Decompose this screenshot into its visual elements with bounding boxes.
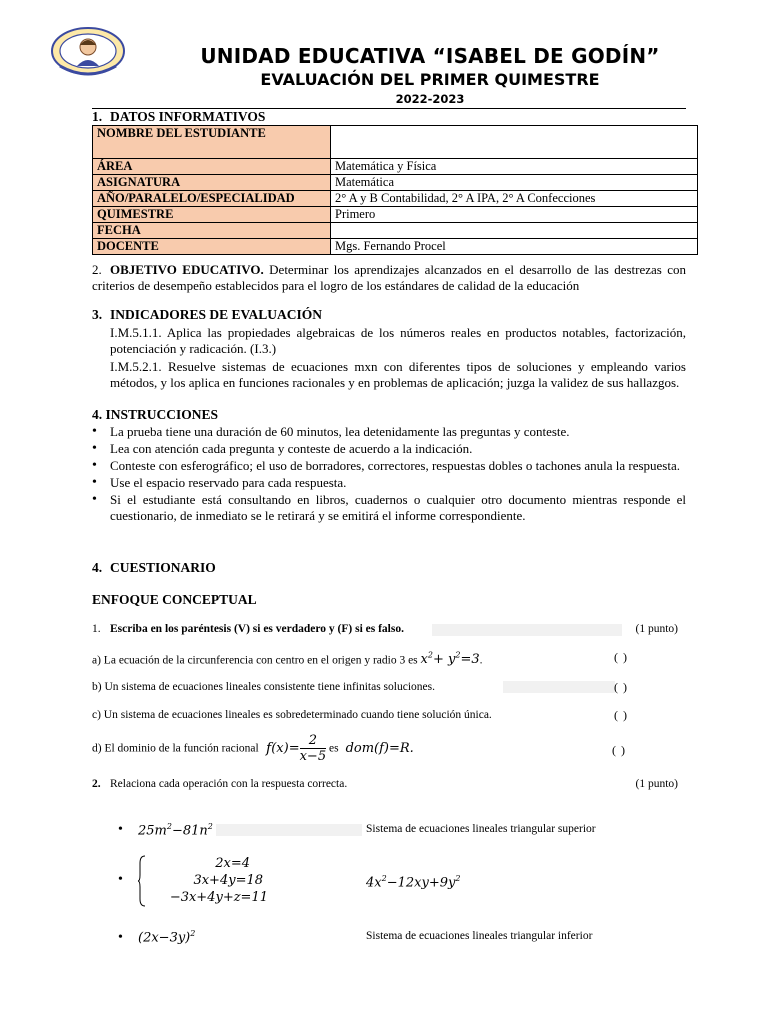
question-2-heading: 2. Relaciona cada operación con la respuesta correcta. (92, 778, 348, 790)
table-row (93, 191, 698, 207)
enfoque-heading: ENFOQUE CONCEPTUAL (92, 592, 257, 607)
row-key: DOCENTE (93, 239, 331, 255)
statement-a: a) La ecuación de la circunferencia con centro en el origen y radio 3 es $x^2+ y^2=3$. (92, 651, 483, 668)
answer-paren-b[interactable]: ( ) (614, 680, 628, 694)
table-row (93, 175, 698, 191)
table-row (93, 159, 698, 175)
bullet-icon: • (118, 822, 123, 837)
row-key: ASIGNATURA (93, 175, 331, 191)
answer-paren-c[interactable]: ( ) (614, 708, 628, 722)
row-value: Mgs. Fernando Procel (331, 239, 698, 255)
row-key: ÁREA (93, 159, 331, 175)
row-value: Matemática y Física (331, 159, 698, 175)
function-label: f (261, 740, 272, 757)
table-row (93, 239, 698, 255)
question-1-heading: 1. Escriba en los paréntesis (V) si es verdadero y (F) si es falso. (92, 623, 404, 635)
question-1-points: (1 punto) (635, 623, 678, 635)
question-2-points: (1 punto) (635, 778, 678, 790)
indicador-2: I.M.5.2.1. Resuelve sistemas de ecuaciones mxn con diferentes tipos de soluciones y empleando varios métodos, y los aplica en funciones racionales y en problemas de aplicación; juzga la validez de sus hallazgos. (110, 359, 686, 390)
school-year: 2022-2023 (395, 92, 465, 106)
answer-option-3: Sistema de ecuaciones lineales triangular inferior (366, 930, 593, 942)
list-item: • Use el espacio reservado para cada respuesta. (92, 475, 686, 491)
list-item: • Lea con atención cada pregunta y conteste de acuerdo a la indicación. (92, 441, 686, 457)
row-key: FECHA (93, 223, 331, 239)
date-field[interactable] (331, 223, 698, 239)
shading-bar (503, 681, 615, 693)
statement-d: d) El dominio de la función racional f(x)= $\frac{2}{x-5}$ es dom(f)=R. (92, 733, 414, 764)
bullet-icon: • (118, 930, 123, 945)
section-datos-heading: 1. DATOS INFORMATIVOS (92, 109, 266, 124)
indicador-1: I.M.5.1.1. Aplica las propiedades algebraicas de los números reales en productos notables, factorización, potenciación y radicación. (I.3.) (110, 325, 686, 356)
table-row (93, 126, 698, 159)
exam-title: EVALUACIÓN DEL PRIMER QUIMESTRE (260, 70, 600, 89)
school-title: UNIDAD EDUCATIVA “ISABEL DE GODÍN” (200, 44, 660, 68)
row-value: Matemática (331, 175, 698, 191)
instrucciones-list (92, 424, 686, 525)
expression-square-binomial: $(2x-3y)^2$ (138, 929, 196, 946)
student-name-field[interactable] (331, 126, 698, 159)
bullet-icon: • (118, 872, 123, 887)
circle-equation: $x^2+ y^2=3$ (420, 651, 480, 668)
answer-option-2: $4x^2-12xy+9y^2$ (366, 874, 461, 891)
shading-bar (432, 624, 622, 636)
domain-expression: dom(f)=R. (341, 741, 414, 756)
datos-table (92, 125, 698, 255)
objetivo-paragraph: 2. OBJETIVO EDUCATIVO. Determinar los aprendizajes alcanzados en el desarrollo de las destrezas con criterios de desempeño establecidos para el logro de los estándares de calidad de la educación (92, 262, 686, 293)
section-indicadores-heading: 3. INDICADORES DE EVALUACIÓN (92, 307, 323, 322)
expression-difference-of-squares: $25m^2-81n^2$ (138, 822, 213, 839)
list-item: • Conteste con esferográfico; el uso de borradores, correctores, respuestas dobles o tachones anula la respuesta. (92, 458, 686, 474)
answer-paren-d[interactable]: ( ) (612, 743, 626, 757)
section-cuestionario-heading: 4. CUESTIONARIO (92, 560, 216, 575)
answer-option-1: Sistema de ecuaciones lineales triangular superior (366, 823, 596, 835)
row-key: NOMBRE DEL ESTUDIANTE (93, 126, 331, 159)
list-item: • La prueba tiene una duración de 60 minutos, lea detenidamente las preguntas y conteste. (92, 424, 686, 440)
statement-b: b) Un sistema de ecuaciones lineales consistente tiene infinitas soluciones. (92, 681, 435, 693)
table-row (93, 207, 698, 223)
row-key: AÑO/PARALELO/ESPECIALIDAD (93, 191, 331, 207)
section-instrucciones-heading: 4. INSTRUCCIONES (92, 407, 219, 422)
row-value: Primero (331, 207, 698, 223)
answer-paren-a[interactable]: ( ) (614, 650, 628, 664)
equation-row: 3x+4y=18 (193, 873, 263, 888)
row-value: 2° A y B Contabilidad, 2° A IPA, 2° A Confecciones (331, 191, 698, 207)
shading-bar (216, 824, 362, 836)
equation-row: −3x+4y+z=11 (169, 890, 268, 905)
table-row (93, 223, 698, 239)
statement-c: c) Un sistema de ecuaciones lineales es sobredeterminado cuando tiene solución única. (92, 709, 492, 721)
equation-row: 2x=4 (215, 856, 250, 871)
list-item: • Si el estudiante está consultando en libros, cuadernos o cualquier otro documento mientras responde el cuestionario, de inmediato se le retirará y se emitirá el informe correspondiente. (92, 492, 686, 523)
equation-system (138, 855, 268, 907)
row-key: QUIMESTRE (93, 207, 331, 223)
school-crest-logo (50, 26, 126, 76)
rational-fraction: $\frac{2}{x-5}$ (299, 733, 327, 764)
